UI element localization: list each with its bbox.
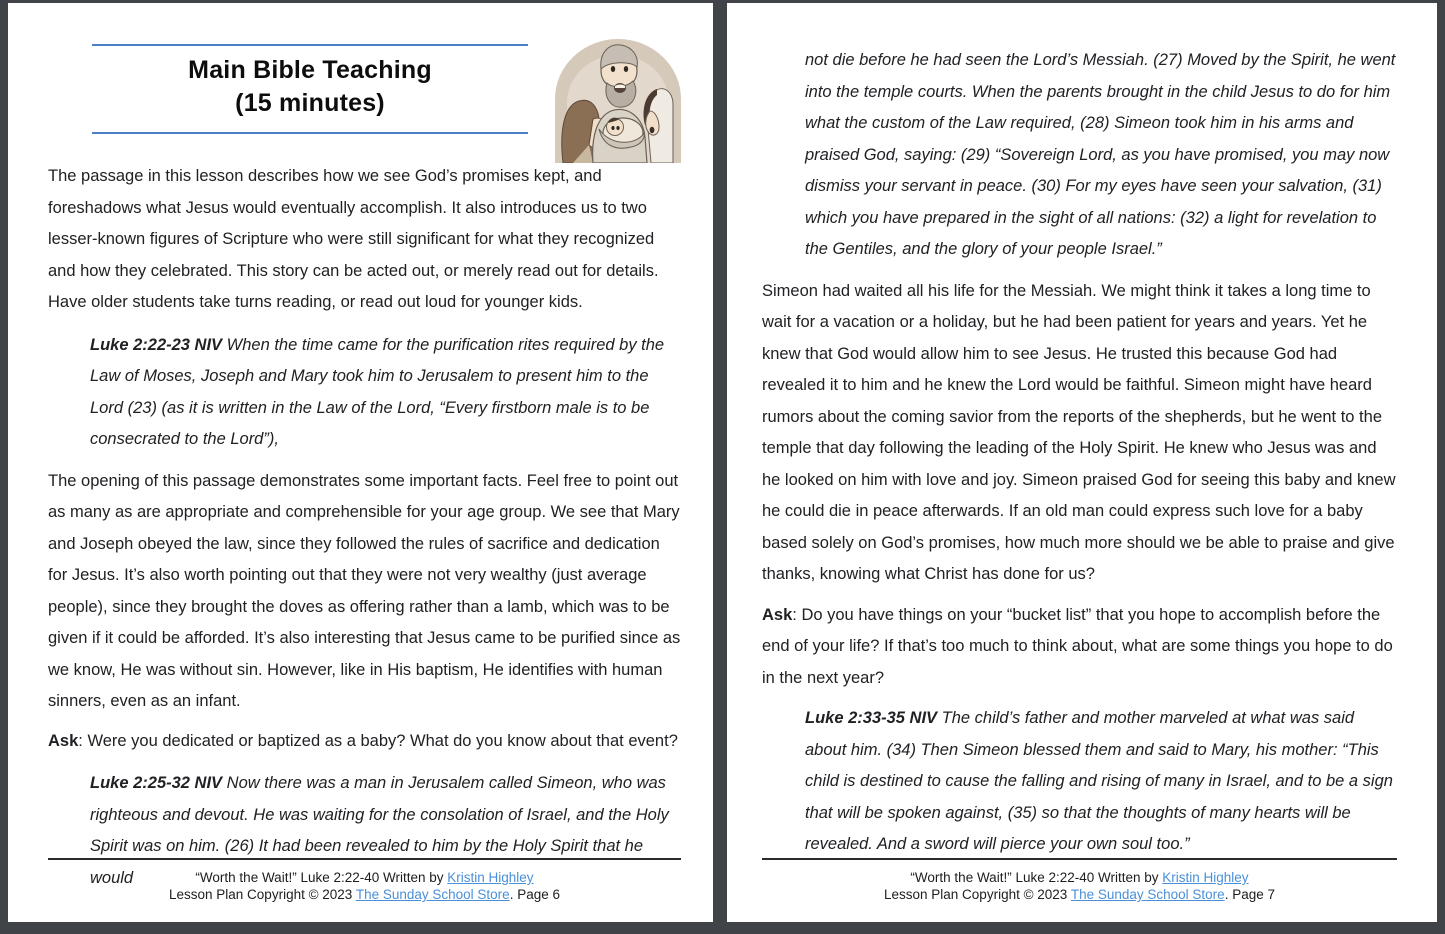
scripture-text: When the time came for the purification rites required by the Law of Moses, Joseph and Mary took him to Jerusalem to present him to the Lord (23) (as it is written in the Law of the Lord, “Every firstborn male is to be consecrated to the Lord”), (90, 335, 665, 448)
page-7-content (727, 45, 1437, 861)
footer-copyright-line (48, 886, 681, 903)
section-title-line2: (15 minutes) (235, 89, 385, 117)
author-link[interactable]: Kristin Highley (447, 870, 534, 885)
discussion-paragraph: The opening of this passage demonstrates some important facts. Feel free to point out as many as are appropriate and comprehensible for your age group. We see that Mary and Joseph obeyed the law, since they followed the rules of sacrifice and dedication for Jesus. It’s also worth pointing out that they were not very wealthy (just average people), since they brought the doves as offering rather than a lamb, which was to be given if it could be afforded. It’s also interesting that Jesus came to be purified since as we know, He was without sin. However, like in His baptism, He identifies with human sinners, even as an infant. (48, 471, 681, 710)
footer-page-number: . Page 7 (1224, 887, 1275, 902)
author-link[interactable]: Kristin Highley (1162, 870, 1249, 885)
page-6-content (8, 161, 713, 894)
scripture-quote-luke-2-33-35 (805, 703, 1397, 861)
scripture-text: Now there was a man in Jerusalem called Simeon, who was righteous and devout. He was waiting for the consolation of Israel, and the Holy Spirit was on him. (26) It had been revealed to him by the Holy Spirit that he would (90, 774, 669, 887)
document-spread (8, 3, 1437, 922)
page-6-footer (48, 858, 681, 903)
footer-copyright-line (762, 886, 1397, 903)
scripture-text: The child’s father and mother marveled at what was said about him. (34) Then Simeon blessed them and said to Mary, his mother: “This child is destined to cause the falling and rising of many in Israel, and to be a sign that will be spoken against, (35) so that the thoughts of many hearts will be revealed. And a sword will pierce your own soul too.” (805, 709, 1393, 853)
scripture-quote-luke-2-22-23 (90, 330, 681, 456)
footer-divider (48, 858, 681, 860)
simeon-holding-baby-jesus-illustration (549, 33, 687, 163)
store-link[interactable]: The Sunday School Store (1070, 887, 1225, 902)
footer-citation-text: “Worth the Wait!” Luke 2:22-40 Written by (910, 870, 1163, 885)
footer-citation-line (48, 869, 681, 886)
footer-citation-line (762, 869, 1397, 886)
footer-copyright-text: Lesson Plan Copyright © 2023 (169, 887, 356, 902)
footer-divider (762, 858, 1397, 860)
discussion-paragraph: Simeon had waited all his life for the Messiah. We might think it takes a long time to wait for a vacation or a holiday, but he had been patient for years and years. Yet he knew that God would allow him to see Jesus. He trusted this because God had revealed it to him and he knew the Lord would be faithful. Simeon might have heard rumors about the coming savior from the reports of the shepherds, but he went to the temple that day following the leading of the Holy Spirit. He knew who Jesus was and he looked on him with love and joy. Simeon praised God for seeing this baby and knew he could die in peace afterwards. If an old man could express such love for a baby based solely on God’s promises, how much more should we be able to praise and give thanks, knowing what Christ has done for us? (762, 281, 1396, 583)
scripture-reference: Luke 2:22-23 NIV (90, 335, 223, 354)
page-7-footer (762, 858, 1397, 903)
scripture-quote-luke-2-25-32-continued: not die before he had seen the Lord’s Messiah. (27) Moved by the Spirit, he went into the temple courts. When the parents brought in the child Jesus to do for him what the custom of the Law required, (28) Simeon took him in his arms and praised God, saying: (29) “Sovereign Lord, as you have promised, you may now dismiss your servant in peace. (30) For my eyes have seen your salvation, (31) which you have prepared in the sight of all nations: (32) a light for revelation to the Gentiles, and the glory of your people Israel.” (805, 51, 1396, 258)
ask-question (762, 600, 1397, 695)
ask-text: : Were you dedicated or baptized as a baby? What do you know about that event? (78, 731, 678, 750)
store-link[interactable]: The Sunday School Store (355, 887, 510, 902)
footer-copyright-text: Lesson Plan Copyright © 2023 (884, 887, 1071, 902)
page-6 (8, 3, 713, 922)
scripture-reference: Luke 2:25-32 NIV (90, 774, 223, 792)
scripture-reference: Luke 2:33-35 NIV (805, 709, 938, 727)
section-title (92, 54, 528, 120)
ask-question (48, 726, 681, 758)
intro-paragraph: The passage in this lesson describes how we see God’s promises kept, and foreshadows what Jesus would eventually accomplish. It also introduces us to two lesser-known figures of Scripture who were still significant for what they recognized and how they celebrated. This story can be acted out, or merely read out for details. Have older students take turns reading, or read out loud for younger kids. (48, 167, 659, 311)
ask-label: Ask (48, 731, 79, 750)
footer-page-number: . Page 6 (509, 887, 560, 902)
section-title-line1: Main Bible Teaching (188, 56, 432, 84)
ask-text: : Do you have things on your “bucket list” that you hope to accomplish before the end of your life? If that’s too much to think about, what are some things you hope to do in the next year? (762, 605, 1393, 687)
page-7 (727, 3, 1437, 922)
ask-label: Ask (762, 605, 793, 624)
section-header (92, 44, 528, 134)
footer-citation-text: “Worth the Wait!” Luke 2:22-40 Written by (195, 870, 448, 885)
